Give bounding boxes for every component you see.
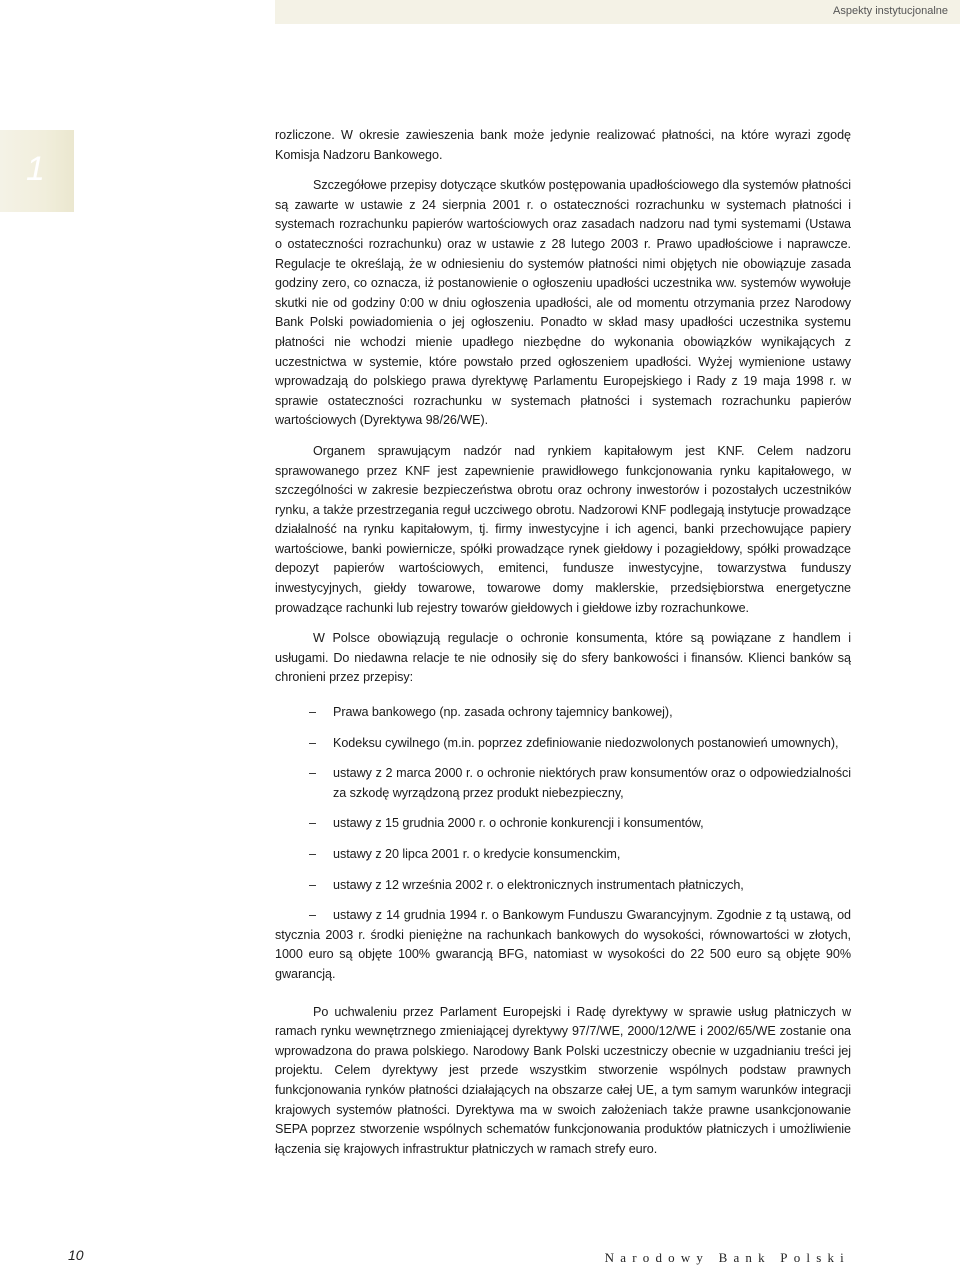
paragraph-5: Po uchwaleniu przez Parlament Europejski i Radę dyrektywy w sprawie usług płatniczych w ramach rynku wewnętrznego zmieniającej dyrektywy 97/7/WE, 2000/12/WE i 2002/65/WE zostanie ona wprowadzona do prawa polskiego. Narodowy Bank Polski uczestniczy obecnie w uzgadnianiu treści jej projektu. Celem dyrektywy jest przede wszystkim stworzenie wspólnych podstaw prawnych funkcjonowania rynków płatności działających na obszarze całej UE, a tym samym warunków integracji krajowych systemów płatności. Dyrektywa ma w swoich założeniach także prawne usankcjonowanie SEPA poprzez stworzenie wspólnych schematów funkcjonowania produktów płatniczych i umożliwienie łączenia się krajowych infrastruktur płatniczych w ramach strefy euro. <box>275 1004 851 1156</box>
list-item-text: ustawy z 20 lipca 2001 r. o kredycie konsumenckim, <box>333 847 621 861</box>
list-dash: – <box>309 908 316 923</box>
list-item-text: ustawy z 2 marca 2000 r. o ochronie niektórych praw konsumentów oraz o odpowiedzialności za szkodę wyrządzoną przez produkt niebezpieczny, <box>333 766 851 800</box>
list-dash: – <box>309 766 316 781</box>
chapter-tab <box>0 130 74 212</box>
running-head: Aspekty instytucjonalne <box>833 5 948 17</box>
list-dash: – <box>309 705 316 720</box>
list-item <box>275 764 851 803</box>
footer-brand: Narodowy Bank Polski <box>604 1250 850 1265</box>
list-item-text: Prawa bankowego (np. zasada ochrony tajemnicy bankowej), <box>333 705 673 720</box>
list-item-bfg <box>275 906 851 984</box>
list-item-text: ustawy z 14 grudnia 1994 r. o Bankowym Funduszu Gwarancyjnym. Zgodnie z tą ustawą, od stycznia 2003 r. środki pieniężne na rachunkach bankowych do wysokości, równowartości w złotych, 1000 euro są objęte 100% gwarancją BFG, natomiast w wysokości do 22 500 euro są objęte 90% gwarancją. <box>275 908 851 981</box>
list-item <box>275 845 851 865</box>
list-item <box>275 876 851 896</box>
list-item <box>275 734 851 754</box>
list-item <box>275 814 851 834</box>
paragraph-2: Szczegółowe przepisy dotyczące skutków postępowania upadłościowego dla systemów płatności są zawarte w ustawie z 24 sierpnia 2001 r. o ostateczności rozrachunku w systemach płatności i systemach rozrachunku papierów wartościowych oraz zasadach nadzoru nad tymi systemami (Ustawa o ostateczności rozrachunku) oraz w ustawie z 28 lutego 2003 r. Prawo upadłościowe i naprawcze. Regulacje te określają, że w odniesieniu do systemów płatności nimi objętych nie obowiązuje zasada godziny zero, co oznacza, iż postanowienie o ogłoszeniu upadłości uczestnika ww. systemów wywołuje skutki nie od godziny 0:00 w dniu ogłoszenia upadłości, ale od momentu otrzymania przez Narodowy Bank Polski powiadomienia o jej ogłoszeniu. Ponadto w skład masy upadłości uczestnika systemu płatności nie wchodzi mienie upadłego niezbędne do wykonania obowiązków wynikających z uczestnictwa w systemie, które powstało przed ogłoszeniem upadłości. Wyżej wymienione ustawy wprowadzają do polskiego prawa dyrektywę Parlamentu Europejskiego i Rady z 19 maja 1998 r. w sprawie ostateczności rozrachunku w systemach płatności i systemach rozrachunku papierów wartościowych (Dyrektywa 98/26/WE). <box>275 178 851 428</box>
paragraph-1: rozliczone. W okresie zawieszenia bank może jedynie realizować płatności, na które wyrazi zgodę Komisja Nadzoru Bankowego. <box>275 128 851 162</box>
page-body <box>275 126 851 1159</box>
list-item-text: ustawy z 12 września 2002 r. o elektronicznych instrumentach płatniczych, <box>333 877 744 892</box>
paragraph-3: Organem sprawującym nadzór nad rynkiem kapitałowym jest KNF. Celem nadzoru sprawowanego przez KNF jest zapewnienie prawidłowego funkcjonowania rynku kapitałowego, w szczególności w zakresie bezpieczeństwa obrotu oraz ochrony inwestorów i pozostałych uczestników rynku, a także przestrzegania reguł uczciwego obrotu. Nadzorowi KNF podlegają instytucje prowadzące działalność na rynku kapitałowym, tj. firmy inwestycyjne i ich agenci, banki przechowujące papiery wartościowe, banki powiernicze, spółki prowadzące rynek giełdowy i pozagiełdowy, spółki prowadzące depozyt papierów wartościowych, emitenci, fundusze inwestycyjne, towarzystwa funduszy inwestycyjnych, giełdy towarowe, towarowe domy maklerskie, przedsiębiorstwa energetyczne prowadzące rachunki lub rejestry towarów giełdowych i giełdowe izby rozrachunkowe. <box>275 443 851 615</box>
list-dash: – <box>309 816 316 831</box>
list-item-text: Kodeksu cywilnego (m.in. poprzez zdefiniowanie niedozwolonych postanowień umownych), <box>333 735 839 750</box>
list-item-text: ustawy z 15 grudnia 2000 r. o ochronie konkurencji i konsumentów, <box>333 816 704 831</box>
chapter-number: 1 <box>26 150 45 188</box>
list-item <box>275 703 851 723</box>
paragraph-4: W Polsce obowiązują regulacje o ochronie konsumenta, które są powiązane z handlem i usługami. Do niedawna relacje te nie odnosiły się do sfery bankowości i finansów. Klienci banków są chronieni przez przepisy: <box>275 631 851 685</box>
list-dash: – <box>309 877 316 892</box>
consumer-protection-list <box>275 703 851 985</box>
list-dash: – <box>309 847 316 861</box>
header-band <box>275 0 960 24</box>
page-number: 10 <box>68 1247 84 1263</box>
list-dash: – <box>309 735 316 750</box>
